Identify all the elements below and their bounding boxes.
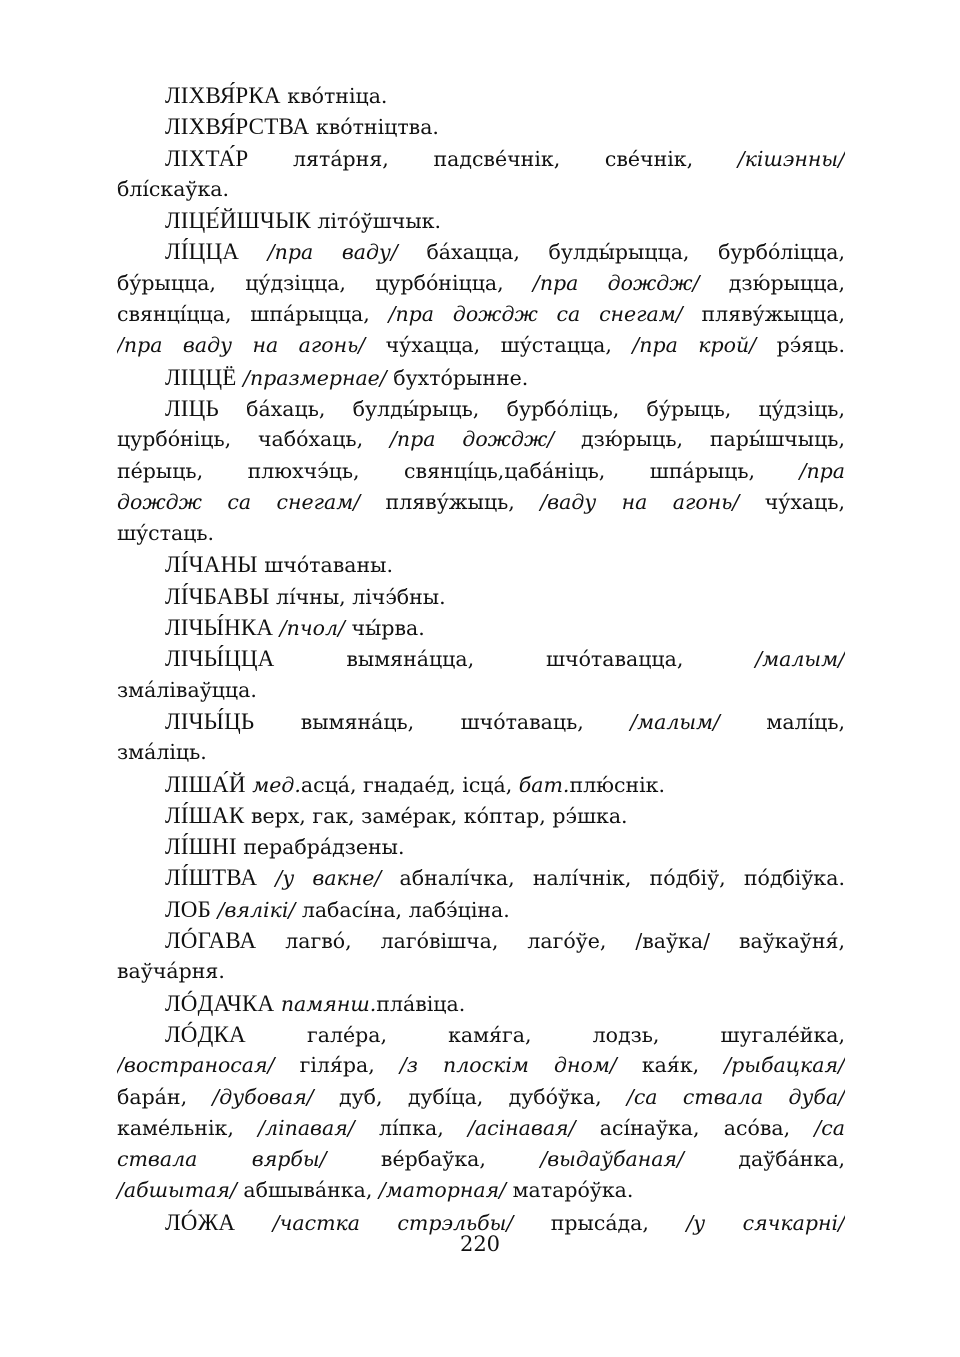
synonyms: шчóтаваны.: [257, 553, 393, 578]
usage-label: /абшытая/: [117, 1178, 237, 1203]
usage-label: /пра ваду на агонь/: [117, 333, 366, 358]
synonyms: матарóўка.: [506, 1178, 634, 1203]
entry-headword-line: [117, 612, 845, 643]
usage-label: /дубовая/: [212, 1084, 314, 1109]
headword: ЛІ́ШНІ: [165, 834, 237, 860]
synonyms: кая́к,: [616, 1053, 725, 1078]
entry-continuation-line: [117, 330, 845, 361]
usage-label: /празмернае/: [243, 365, 387, 390]
synonyms: малі́ць,: [719, 709, 845, 734]
synonyms: чу́хацца, шу́стацца,: [365, 333, 633, 358]
synonyms: лагвó, лагóвішча, лагóўе, /ваўка/ ваўкаўня́,: [256, 929, 845, 954]
headword: ЛІ́ШТВА: [165, 865, 258, 891]
synonyms: бу́рыцца, цу́дзіцца, цурбóніцца,: [117, 270, 533, 295]
synonyms: каме́льнік,: [117, 1115, 259, 1140]
usage-label: /са ствала дуба/: [626, 1084, 845, 1109]
usage-label: /у вакне/: [275, 866, 382, 891]
synonyms: верх, гак, заме́рак, кóптар, рэ́шка.: [244, 803, 628, 828]
entry-continuation-line: [117, 299, 845, 330]
synonyms: змáліваўцца.: [117, 677, 257, 702]
synonyms: лабасі́на, лабэ́ціна.: [295, 897, 510, 922]
entry-headword-line: [117, 862, 845, 893]
entry-continuation-line: [117, 1175, 845, 1206]
synonyms: [239, 240, 268, 264]
usage-label: /частка стрэльбы/: [272, 1210, 514, 1235]
synonyms: [257, 866, 275, 890]
usage-label: /са: [814, 1115, 845, 1140]
synonyms: асі́наўка, асóва,: [575, 1115, 815, 1140]
entry-headword-line: [117, 769, 845, 800]
synonyms: чы́рва.: [344, 616, 425, 641]
entry-headword-line: [117, 205, 845, 236]
dictionary-text-column: [117, 80, 845, 1238]
entry-headword-line: [117, 925, 845, 956]
entry-continuation-line: [117, 1113, 845, 1144]
synonyms: гіля́ра,: [274, 1053, 400, 1078]
entry-headword-line: [117, 362, 845, 393]
synonyms: ваўчáрня.: [117, 959, 225, 984]
synonyms: пе́рыць, плюхчэ́ць, свянці́ць,цабáніць, шпáрыць,: [117, 458, 800, 483]
synonyms: перабрáдзены.: [236, 835, 405, 860]
entry-headword-line: [117, 143, 845, 174]
entry-headword-line: [117, 393, 845, 424]
entry-continuation-line: [117, 1050, 845, 1081]
usage-label: /у сячкарні/: [686, 1210, 845, 1235]
entry-continuation-line: [117, 1144, 845, 1175]
synonyms: даўбáнка,: [683, 1147, 845, 1172]
usage-label: /ліпавая/: [258, 1115, 355, 1140]
synonyms: дзю́рыцца,: [699, 270, 845, 295]
headword: ЛІ́ШАК: [165, 802, 245, 828]
synonyms: бáхаць, булды́рыць, бурбóліць, бу́рыць, цу́дзіць,: [218, 396, 845, 421]
usage-label: /пра: [799, 458, 845, 483]
usage-label: /ваду на агонь/: [540, 489, 740, 514]
synonyms: свянці́цца, шпáрыцца,: [117, 302, 389, 327]
entry-continuation-line: [117, 424, 845, 455]
synonyms: квóтніца.: [280, 84, 388, 108]
usage-label: /малым/: [755, 647, 845, 672]
usage-label: /вялікі/: [217, 897, 296, 922]
entry-headword-line: [117, 111, 845, 142]
usage-label: /пчол/: [279, 616, 345, 641]
synonyms: плю́снік.: [569, 772, 666, 797]
headword: ЛІЧЫ́ЦЦА: [165, 646, 275, 672]
headword: ЛОБ: [165, 896, 212, 922]
synonyms: абшывáнка,: [236, 1178, 379, 1203]
synonyms: абналі́чка, налі́чнік, пóдбіў, пóдбіўка.: [381, 866, 845, 891]
usage-label: /пра крой/: [632, 333, 757, 358]
entry-continuation-line: [117, 675, 845, 706]
synonyms: шу́стаць.: [117, 521, 215, 546]
usage-label: /малым/: [630, 709, 720, 734]
synonyms: квóтніцтва.: [309, 115, 439, 140]
synonyms: змáліць.: [117, 740, 207, 765]
headword: ЛІХВЯ́РКА: [165, 83, 281, 108]
synonyms: барáн,: [117, 1084, 213, 1109]
entry-headword-line: [117, 80, 845, 111]
entry-continuation-line: [117, 268, 845, 299]
headword: ЛІША́Й: [165, 771, 246, 797]
entry-continuation-line: [117, 518, 845, 549]
synonyms: ве́рбаўка,: [326, 1147, 541, 1172]
usage-label: /пра дождж/: [532, 270, 700, 295]
headword: ЛІЧЫ́ЦЬ: [165, 708, 255, 734]
entry-headword-line: [117, 643, 845, 674]
entry-headword-line: [117, 581, 845, 612]
headword: ЛІХВЯ́РСТВА: [165, 114, 310, 140]
synonyms: лята́рня, падсве́чнік, све́чнік,: [248, 146, 738, 171]
headword: ЛІ́ЦЦА: [165, 239, 240, 265]
headword: ЛІЧЫ́НКА: [165, 615, 274, 641]
synonyms: пляву́жыцца,: [682, 302, 845, 327]
synonyms: плáвіца.: [376, 991, 466, 1016]
entry-headword-line: [117, 549, 845, 580]
entry-continuation-line: [117, 487, 845, 518]
entry-continuation-line: [117, 1082, 845, 1113]
usage-label: дождж са снегам/: [117, 489, 361, 514]
usage-label: мед.: [252, 772, 301, 797]
entry-headword-line: [117, 988, 845, 1019]
synonyms: бухтóрынне.: [386, 365, 529, 390]
synonyms: гале́ра, камя́га, лодзь, шугале́йка,: [245, 1022, 845, 1047]
synonyms: вымянáць, шчóтаваць,: [254, 709, 631, 734]
synonyms: чу́хаць,: [739, 489, 845, 514]
synonyms: вымянáцца, шчóтавацца,: [274, 647, 756, 672]
synonyms: блі́скаўка.: [117, 176, 230, 201]
entry-headword-line: [117, 831, 845, 862]
synonyms: літóўшчык.: [310, 209, 441, 234]
usage-label: /выдаўбаная/: [540, 1147, 684, 1172]
entry-headword-line: [117, 800, 845, 831]
usage-label: /рыбацкая/: [724, 1053, 845, 1078]
entry-headword-line: [117, 706, 845, 737]
synonyms: прысáда,: [513, 1210, 687, 1235]
synonyms: лі́пка,: [354, 1115, 468, 1140]
synonyms: цурбóніць, чабóхаць,: [117, 427, 390, 452]
headword: ЛÓДКА: [165, 1021, 246, 1047]
headword: ЛІЦЦЁ: [165, 364, 237, 390]
entry-continuation-line: [117, 456, 845, 487]
synonyms: дзю́рыць, пары́шчыць,: [554, 427, 845, 452]
usage-label: /кішэнны/: [737, 146, 845, 171]
synonyms: лі́чны, лічэ́бны.: [269, 584, 446, 609]
headword: ЛІЦЕ́ЙШЧЫК: [165, 208, 311, 234]
usage-label: /маторная/: [378, 1178, 507, 1203]
usage-label: /асінавая/: [468, 1115, 576, 1140]
synonyms: дуб, дубі́ца, дубóўка,: [313, 1084, 627, 1109]
headword: ЛÓДАЧКА: [165, 990, 275, 1016]
usage-label: /востраносая/: [117, 1053, 275, 1078]
entry-continuation-line: [117, 956, 845, 987]
page-number: 220: [459, 1232, 501, 1256]
entry-continuation-line: [117, 174, 845, 205]
entry-headword-line: [117, 236, 845, 267]
entry-continuation-line: [117, 737, 845, 768]
entry-headword-line: [117, 1019, 845, 1050]
synonyms: бáхацца, булды́рыцца, бурбóліцца,: [397, 240, 845, 265]
synonyms: пляву́жыць,: [360, 489, 541, 514]
headword: ЛІ́ЧБАВЫ: [165, 583, 270, 609]
headword: ЛÓЖА: [165, 1209, 236, 1235]
usage-label: памянш.: [280, 991, 377, 1016]
headword: ЛІЦЬ: [165, 395, 219, 421]
usage-label: /пра дождж/: [390, 427, 555, 452]
usage-label: /пра ваду/: [267, 240, 398, 265]
usage-label: бат.: [518, 772, 570, 797]
headword: ЛІХТА́Р: [165, 145, 249, 171]
usage-label: ствала вярбы/: [117, 1147, 327, 1172]
synonyms: рэ́яць.: [756, 333, 845, 358]
headword: ЛІ́ЧАНЫ: [165, 552, 258, 578]
headword: ЛÓГАВА: [165, 928, 257, 954]
synonyms: асцá, гнадаéд, ісцá,: [300, 772, 519, 797]
usage-label: /пра дождж са снегам/: [388, 302, 683, 327]
entry-headword-line: [117, 894, 845, 925]
usage-label: /з плоскім дном/: [399, 1053, 617, 1078]
